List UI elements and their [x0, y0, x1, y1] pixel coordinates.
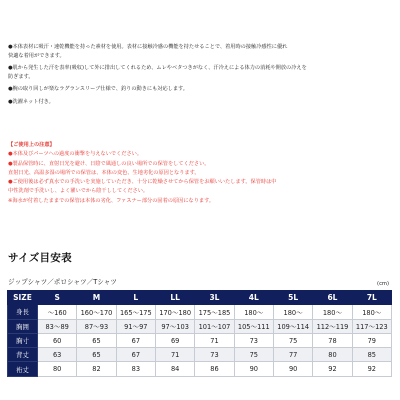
table-cell: 101～107 — [195, 319, 234, 333]
row-label: 背丈 — [8, 348, 38, 362]
feature-list — [8, 43, 394, 107]
table-cell: 165～175 — [116, 305, 155, 319]
table-cell: 83～89 — [38, 319, 77, 333]
size-chart-title: サイズ目安表 — [8, 252, 72, 264]
table-cell: 78 — [313, 333, 352, 347]
table-cell: 80 — [313, 348, 352, 362]
table-row — [8, 348, 392, 362]
table-cell: 170～180 — [155, 305, 194, 319]
table-cell: 71 — [155, 348, 194, 362]
table-cell: 75 — [234, 348, 273, 362]
table-cell: 92 — [352, 362, 391, 376]
caution-line: ●本体及びパーツへの過度の衝撃を与えないでください。 — [8, 151, 143, 158]
table-cell: 80 — [38, 362, 77, 376]
table-cell: 180～ — [313, 305, 352, 319]
feature-line: 防ぎます。 — [8, 73, 34, 80]
table-cell: 69 — [155, 333, 194, 347]
table-cell: 83 — [116, 362, 155, 376]
caution-line: ●製品保管時に、直射日光を避け、日陰で風通しの良い場所での保管をしてください。 — [8, 160, 210, 167]
table-row — [8, 362, 392, 376]
header-cell: L — [116, 291, 155, 305]
table-cell: 180～ — [352, 305, 391, 319]
table-cell: 65 — [77, 333, 116, 347]
caution-line: ●ご使用後は必ず真水での手洗いを実施していただき、十分に乾燥させてから保管をお願いいたします。保管時は中 — [8, 179, 277, 186]
usage-cautions — [8, 141, 394, 206]
header-cell: 5L — [273, 291, 312, 305]
table-cell: 84 — [155, 362, 194, 376]
row-label: 胸囲 — [8, 319, 38, 333]
table-cell: 109～114 — [273, 319, 312, 333]
size-header-row — [8, 291, 392, 305]
table-row — [8, 319, 392, 333]
table-cell: 86 — [195, 362, 234, 376]
table-cell: 160～170 — [77, 305, 116, 319]
header-cell: SIZE — [8, 291, 38, 305]
table-cell: 92 — [313, 362, 352, 376]
row-label: 胸寸 — [8, 333, 38, 347]
row-label: 裄丈 — [8, 362, 38, 376]
table-cell: 75 — [273, 333, 312, 347]
table-cell: 67 — [116, 333, 155, 347]
header-cell: S — [38, 291, 77, 305]
size-chart-subtitle: ジップシャツ／ポロシャツ／Tシャツ — [8, 278, 117, 286]
table-cell: 67 — [116, 348, 155, 362]
feature-line: ●本体表材に吸汗・速乾機能を持った素材を使用。表材に接触冷感の機能を持たせることで、着用時の接触冷感性に優れ — [8, 44, 288, 50]
table-cell: ～160 — [38, 305, 77, 319]
cautions-heading: 【ご使用上の注意】 — [8, 142, 55, 148]
feature-line: ●洗濯ネット付き。 — [8, 98, 54, 105]
table-row — [8, 333, 392, 347]
header-cell: 3L — [195, 291, 234, 305]
feature-line: 快適な着用ができます。 — [8, 52, 65, 59]
header-cell: 7L — [352, 291, 391, 305]
caution-line: 中性洗剤で手洗いし、よく濯いでから陰干ししてください。 — [8, 188, 149, 195]
header-cell: 6L — [313, 291, 352, 305]
unit-label: (cm) — [377, 281, 389, 287]
table-cell: 180～ — [273, 305, 312, 319]
table-cell: 71 — [195, 333, 234, 347]
table-cell: 87～93 — [77, 319, 116, 333]
row-label: 身長 — [8, 305, 38, 319]
header-cell: M — [77, 291, 116, 305]
table-cell: 85 — [352, 348, 391, 362]
table-cell: 82 — [77, 362, 116, 376]
header-cell: LL — [155, 291, 194, 305]
feature-line: ●肌から発生した汗を表率(吸収)して外に排出してくれるため、ムレやベタつきがなく、汗冷えによる体力の消耗や開放の冷えを — [8, 65, 307, 72]
caution-line: ※海水が付着したままでの保管は本体の劣化、ファスナー部分の固着の原因になります。 — [8, 197, 215, 204]
caution-line: 直射日光、高温多湿の場所での保管は、本体の変色、生地劣化の原因となります。 — [8, 169, 200, 176]
table-cell: 105～111 — [234, 319, 273, 333]
table-cell: 73 — [195, 348, 234, 362]
table-cell: 117～123 — [352, 319, 391, 333]
table-cell: 112～119 — [313, 319, 352, 333]
table-cell: 77 — [273, 348, 312, 362]
table-cell: 91～97 — [116, 319, 155, 333]
table-cell: 63 — [38, 348, 77, 362]
table-cell: 60 — [38, 333, 77, 347]
table-cell: 180～ — [234, 305, 273, 319]
table-cell: 97～103 — [155, 319, 194, 333]
table-cell: 79 — [352, 333, 391, 347]
table-cell: 90 — [234, 362, 273, 376]
table-cell: 65 — [77, 348, 116, 362]
size-table — [7, 290, 392, 377]
table-cell: 90 — [273, 362, 312, 376]
table-cell: 73 — [234, 333, 273, 347]
feature-line: ●腕の取り回しが楽なラグランスリーブ仕様で、釣りの動きにも対応します。 — [8, 86, 188, 93]
table-cell: 175～185 — [195, 305, 234, 319]
header-cell: 4L — [234, 291, 273, 305]
table-row — [8, 305, 392, 319]
